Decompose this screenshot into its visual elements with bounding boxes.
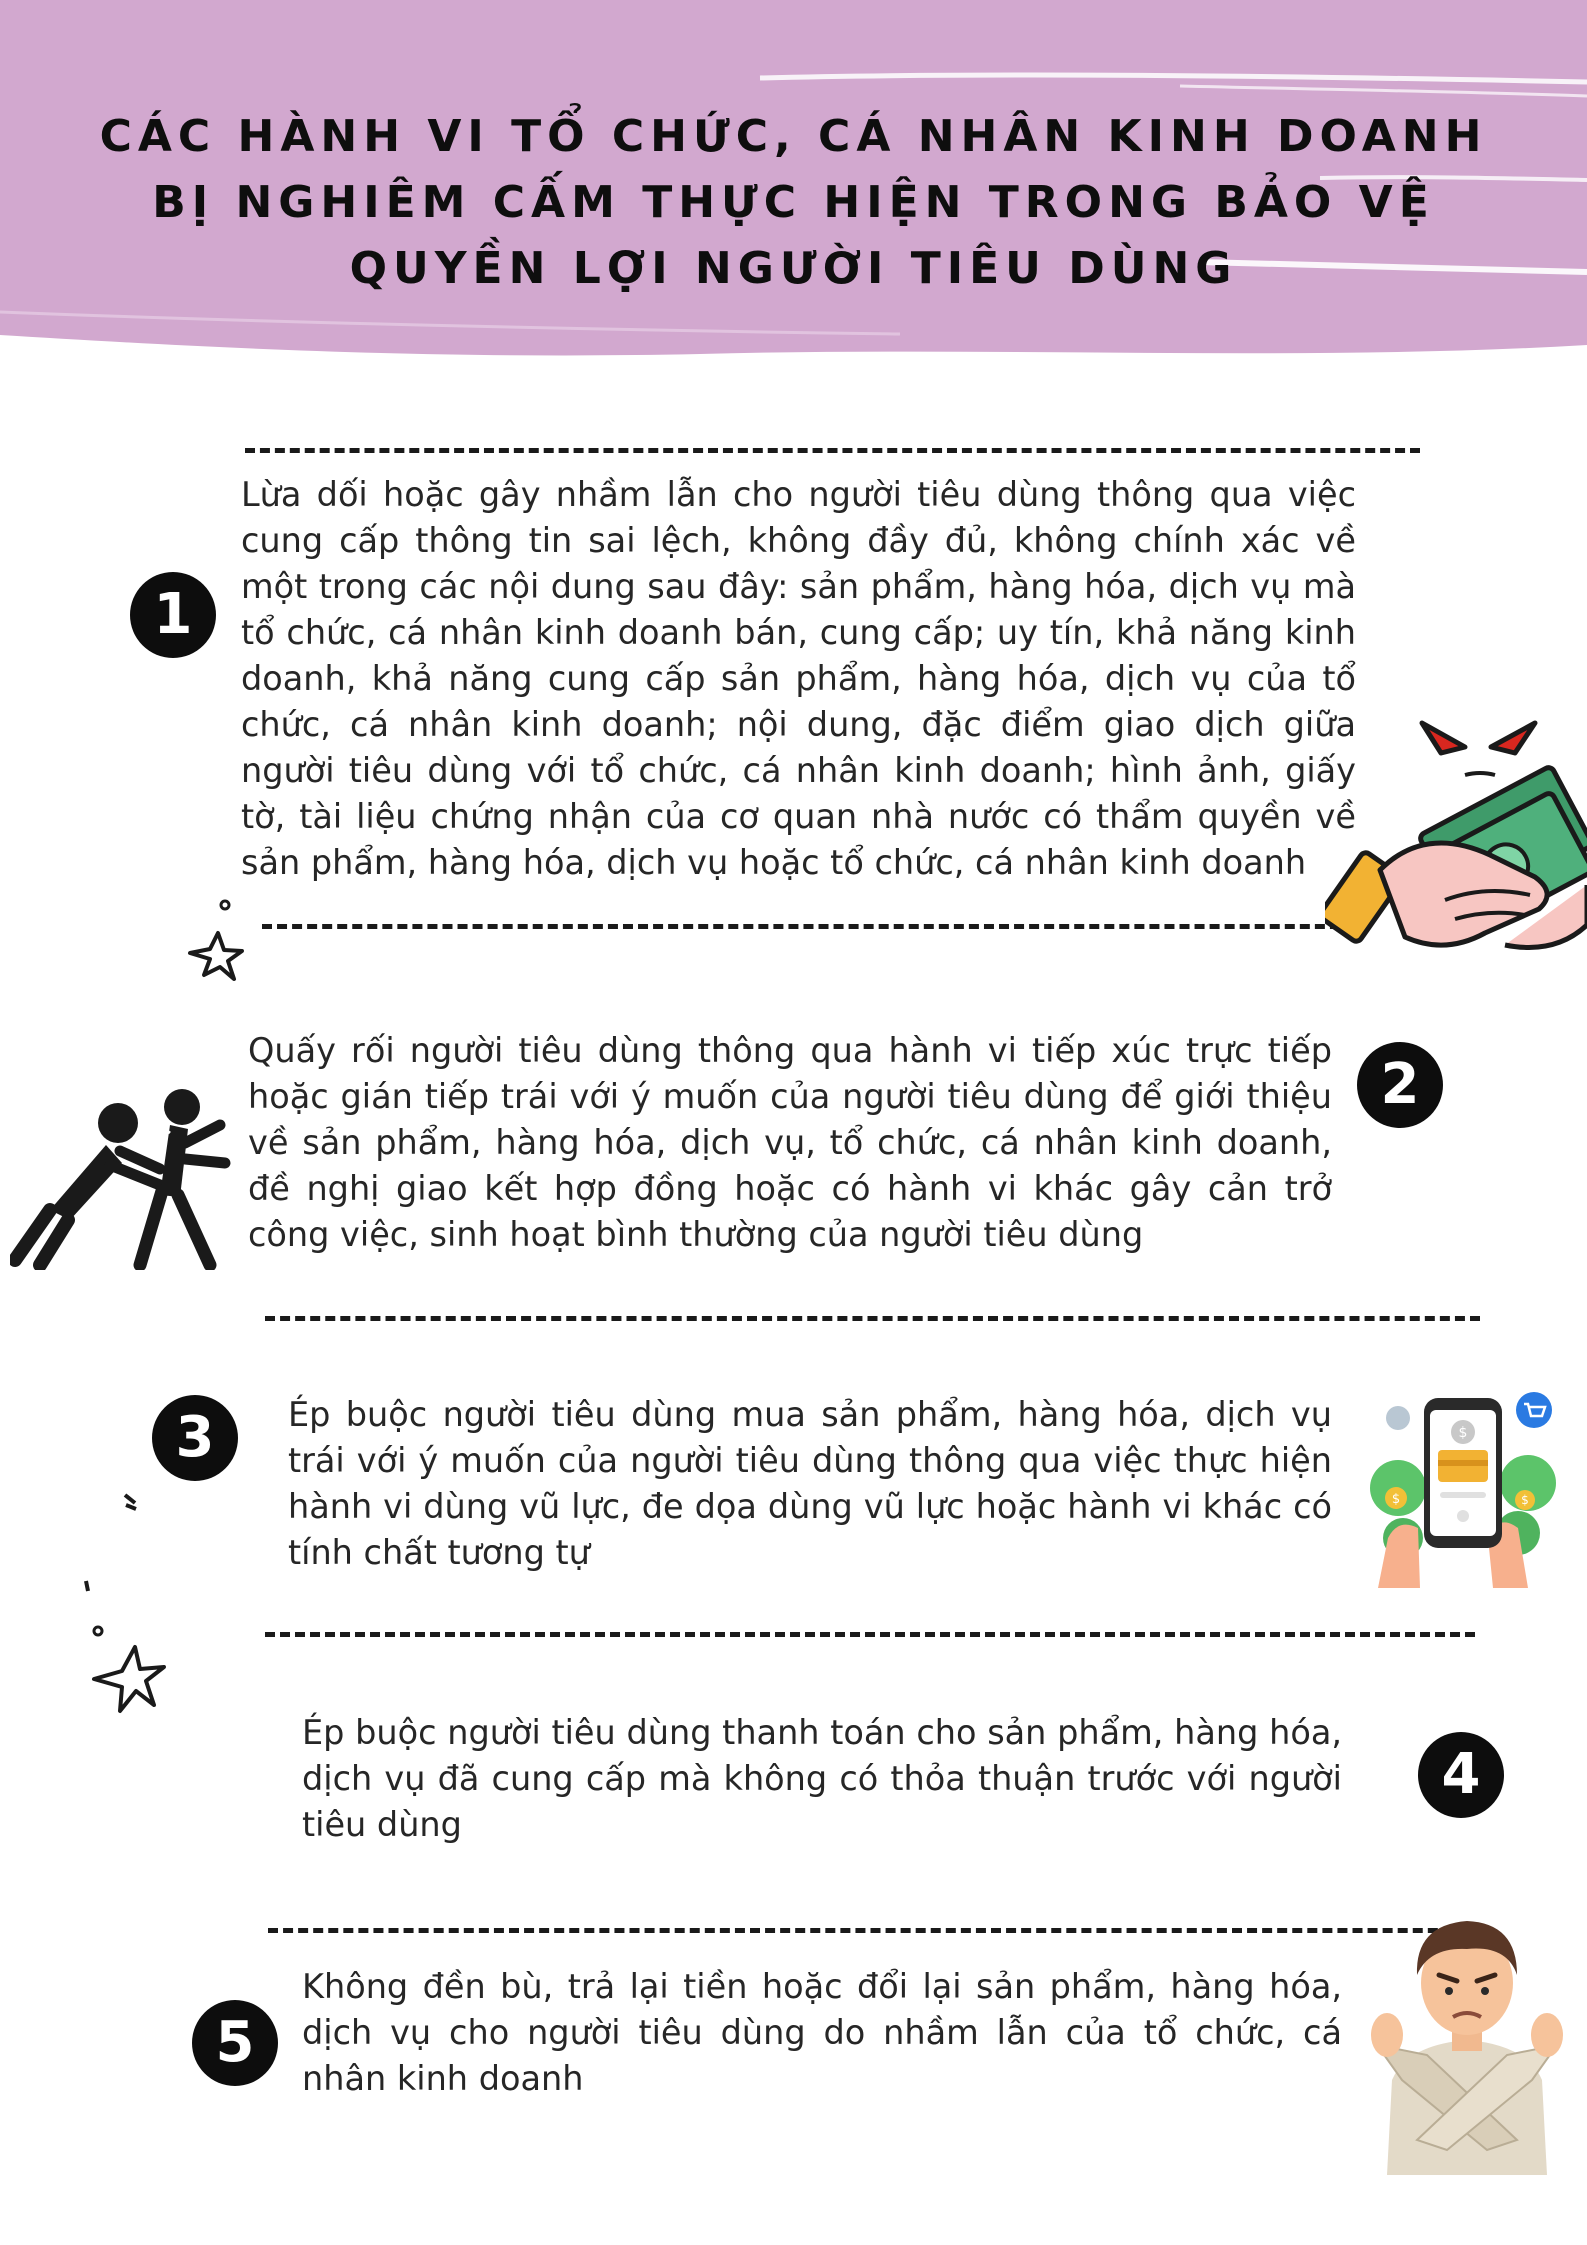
svg-text:$: $ (1391, 1492, 1401, 1507)
divider (262, 924, 1370, 929)
number-badge-5: 5 (192, 2000, 278, 2086)
page-title: CÁC HÀNH VI TỔ CHỨC, CÁ NHÂN KINH DOANH BỊ NGHIÊM CẤM THỰC HIỆN TRONG BẢO VỆ QUYỀN LỢI NGƯỜI TIÊU DÙNG (99, 111, 1488, 294)
sparkle-icon (80, 1485, 175, 1725)
divider (245, 448, 1420, 453)
divider (268, 1928, 1483, 1933)
divider (265, 1316, 1480, 1321)
svg-text:$: $ (1521, 1493, 1529, 1507)
item-text-1: Lừa dối hoặc gây nhầm lẫn cho người tiêu dùng thông qua việc cung cấp thông tin sai lệch, không đầy đủ, không chính xác về một trong các nội dung sau đây: sản phẩm, hàng hóa, dịch vụ mà tổ chức, cá nhân kinh doanh bán, cung cấp; uy tín, khả năng kinh doanh, khả năng cung cấp sản phẩm, hàng hóa, dịch vụ của tổ chức, cá nhân kinh doanh; nội dung, đặc điểm giao dịch giữa người tiêu dùng với tổ chức, cá nhân kinh doanh; hình ảnh, giấy tờ, tài liệu chứng nhận của cơ quan nhà nước có thẩm quyền về sản phẩm, hàng hóa, dịch vụ hoặc tổ chức, cá nhân kinh doanh (241, 475, 1356, 882)
pushing-people-icon (10, 1085, 240, 1270)
phone-payment-icon (1368, 1388, 1558, 1588)
divider (265, 1632, 1475, 1637)
svg-text:$: $ (1458, 1425, 1468, 1441)
sparkle-icon (180, 895, 255, 985)
number-badge-1: 1 (130, 572, 216, 658)
crossed-arms-man-icon (1367, 1905, 1567, 2175)
money-handshake-icon (1325, 705, 1587, 990)
number-badge-4: 4 (1418, 1732, 1504, 1818)
item-text-3: Ép buộc người tiêu dùng mua sản phẩm, hàng hóa, dịch vụ trái với ý muốn của người tiêu dùng thông qua việc thực hiện hành vi dùng vũ lực, đe dọa dùng vũ lực hoặc hành vi khác có tính chất tương tự (288, 1395, 1332, 1572)
header-banner (0, 0, 1587, 370)
item-text-4: Ép buộc người tiêu dùng thanh toán cho sản phẩm, hàng hóa, dịch vụ đã cung cấp mà không có thỏa thuận trước với người tiêu dùng (302, 1713, 1342, 1844)
number-badge-3: 3 (152, 1395, 238, 1481)
item-text-5: Không đền bù, trả lại tiền hoặc đổi lại sản phẩm, hàng hóa, dịch vụ cho người tiêu dùng do nhầm lẫn của tổ chức, cá nhân kinh doanh (302, 1967, 1342, 2098)
number-badge-2: 2 (1357, 1042, 1443, 1128)
item-text-2: Quấy rối người tiêu dùng thông qua hành vi tiếp xúc trực tiếp hoặc gián tiếp trái với ý muốn của người tiêu dùng để giới thiệu về sản phẩm, hàng hóa, dịch vụ, tổ chức, cá nhân kinh doanh, đề nghị giao kết hợp đồng hoặc có hành vi khác gây cản trở công việc, sinh hoạt bình thường của người tiêu dùng (248, 1031, 1332, 1254)
